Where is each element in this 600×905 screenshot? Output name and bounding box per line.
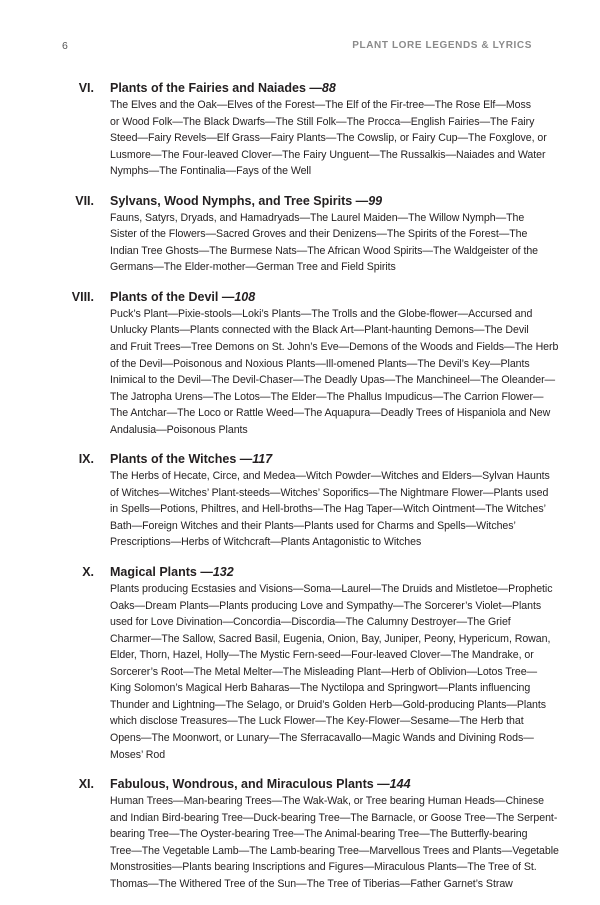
chapter-contents [110,468,550,551]
contents-line: Bath—Foreign Witches and their Plants—Plants used for Charms and Spells—Witches’ [110,519,516,532]
contents-line: or Wood Folk—The Black Dwarfs—The Still Folk—The Procca—English Fairies—The Fairy [110,115,535,128]
contents-line: Opens—The Moonwort, or Lunary—The Sferracavallo—Magic Wands and Divining Rods— [110,731,534,744]
contents-line: Thomas—The Withered Tree of the Sun—The Tree of Tiberias—Father Garnet’s Straw [110,877,513,890]
contents-line: Fauns, Satyrs, Dryads, and Hamadryads—The Laurel Maiden—The Willow Nymph—The [110,211,525,224]
chapter-contents [110,581,553,763]
chapter-contents [110,306,559,438]
contents-line: Andalusia—Poisonous Plants [110,423,248,436]
title-dash: — [218,289,235,304]
title-dash: — [352,193,369,208]
chapter-title: Fabulous, Wondrous, and Miraculous Plants [110,777,374,792]
contents-line: Inimical to the Devil—The Devil-Chaser—The Deadly Upas—The Manchineel—The Oleander— [110,374,556,387]
contents-line: which disclose Treasures—The Luck Flower—The Key-Flower—Sesame—The Herb that [110,715,524,728]
chapter-numeral: VI. [78,81,94,95]
toc-entry [0,193,600,276]
chapter-heading [110,564,600,581]
contents-line: Lusmore—The Four-leaved Clover—The Fairy Unguent—The Russalkis—Naiades and Water [110,148,546,161]
contents-line: Thunder and Lightning—The Selago, or Druid’s Golden Herb—Gold-producing Plants—Plants [110,698,547,711]
chapter-heading [110,289,600,306]
toc-entry [0,564,600,763]
contents-line: King Solomon’s Magical Herb Baharas—The Nyctilopa and Springwort—Plants influencing [110,682,531,695]
title-dash: — [373,777,390,792]
chapter-numeral: IX. [78,452,94,467]
contents-line: Plants producing Ecstasies and Visions—Soma—Laurel—The Druids and Mistletoe—Prophetic [110,583,553,596]
toc-entry [0,289,600,438]
contents-line: Human Trees—Man-bearing Trees—The Wak-Wak, or Tree bearing Human Heads—Chinese [110,795,544,808]
contents-line: used for Love Divination—Concordia—Discordia—The Calumny Destroyer—The Grief [110,616,511,629]
contents-line: Moses’ Rod [110,748,166,761]
chapter-page-number: 108 [234,289,256,304]
contents-line: and Indian Bird-bearing Tree—Duck-bearing Tree—The Barnacle, or Goose Tree—The Serpent- [110,811,558,824]
contents-line: bearing Tree—The Oyster-bearing Tree—The Animal-bearing Tree—The Butterfly-bearing [110,828,528,841]
contents-line: Elder, Thorn, Hazel, Holly—The Mystic Fern-seed—Four-leaved Clover—The Mandrake, or [110,649,534,662]
chapter-heading [110,80,600,97]
chapter-page-number: 99 [368,193,383,208]
contents-line: Sorcerer’s Root—The Metal Melter—The Misleading Plant—Herb of Oblivion—Lotos Tree— [110,665,538,678]
contents-line: The Antchar—The Loco or Rattle Weed—The Aquapura—Deadly Trees of Hispaniola and New [110,407,551,420]
contents-line: Oaks—Dream Plants—Plants producing Love and Sympathy—The Sorcerer’s Violet—Plants [110,599,542,612]
chapter-numeral: VIII. [71,289,94,304]
chapter-heading [110,193,600,210]
chapter-numeral: XI. [78,777,94,792]
page-number: 6 [62,40,68,52]
chapter-page-number: 88 [321,81,336,95]
contents-line: Nymphs—The Fontinalia—Fays of the Well [110,165,312,178]
running-head: PLANT LORE LEGENDS & LYRICS [352,40,532,51]
title-dash: — [236,452,253,467]
chapter-numeral: VII. [75,193,94,208]
chapter-title: Sylvans, Wood Nymphs, and Tree Spirits [110,193,353,208]
chapter-heading [110,776,600,793]
toc-entry [0,80,600,180]
chapter-page-number: 144 [389,777,411,792]
chapter-contents [110,210,550,276]
contents-line: Sister of the Flowers—Sacred Groves and their Denizens—The Spirits of the Forest—The [110,228,528,241]
contents-line: The Herbs of Hecate, Circe, and Medea—Witch Powder—Witches and Elders—Sylvan Haunts [110,470,550,483]
chapter-contents [110,793,559,892]
contents-line: Indian Tree Ghosts—The Burmese Nats—The African Wood Spirits—The Waldgeister of the [110,244,539,257]
contents-line: of Witches—Witches’ Plant-steeds—Witches’ Soporifics—The Nightmare Flower—Plants used [110,486,549,499]
contents-line: and Fruit Trees—Tree Demons on St. John’s Eve—Demons of the Woods and Fields—The Herb [110,341,559,354]
chapter-title: Plants of the Devil [110,289,219,304]
contents-line: The Jatropha Urens—The Lotos—The Elder—The Phallus Impudicus—The Carrion Flower— [110,390,544,403]
contents-line: Unlucky Plants—Plants connected with the Black Art—Plant-haunting Demons—The Devil [110,324,529,337]
chapter-numeral: X. [82,565,94,580]
contents-line: Steed—Fairy Revels—Elf Grass—Fairy Plants—The Cowslip, or Fairy Cup—The Foxglove, or [110,132,547,145]
chapter-heading [110,451,600,468]
title-dash: — [196,565,213,580]
chapter-page-number: 117 [252,452,273,467]
contents-line: Tree—The Vegetable Lamb—The Lamb-bearing Tree—Marvellous Trees and Plants—Vegetable [110,844,559,857]
title-dash: — [305,81,322,95]
toc-entry [0,776,600,892]
contents-line: Monstrosities—Plants bearing Inscriptions and Figures—Miraculous Plants—The Tree of St. [110,861,537,874]
contents-line: Charmer—The Sallow, Sacred Basil, Eugenia, Onion, Bay, Juniper, Peony, Hypericum, Rowan, [110,632,551,645]
contents-line: in Spells—Potions, Philtres, and Hell-broths—The Hag Taper—Witch Ointment—The Witches’ [110,503,546,516]
table-of-contents [0,80,600,905]
toc-entry [0,451,600,551]
contents-line: of the Devil—Poisonous and Noxious Plants—Ill-omened Plants—The Devil’s Key—Plants [110,357,530,370]
contents-line: The Elves and the Oak—Elves of the Forest—The Elf of the Fir-tree—The Rose Elf—Moss [110,99,531,111]
chapter-contents [110,97,550,180]
contents-line: Germans—The Elder-mother—German Tree and Field Spirits [110,261,396,274]
chapter-title: Plants of the Witches [110,452,237,467]
chapter-title: Magical Plants [110,565,197,580]
contents-line: Prescriptions—Herbs of Witchcraft—Plants Antagonistic to Witches [110,536,422,549]
chapter-title: Plants of the Fairies and Naiades [110,81,306,95]
chapter-page-number: 132 [212,565,234,580]
contents-line: Puck’s Plant—Pixie-stools—Loki’s Plants—The Trolls and the Globe-flower—Accursed and [110,307,533,320]
